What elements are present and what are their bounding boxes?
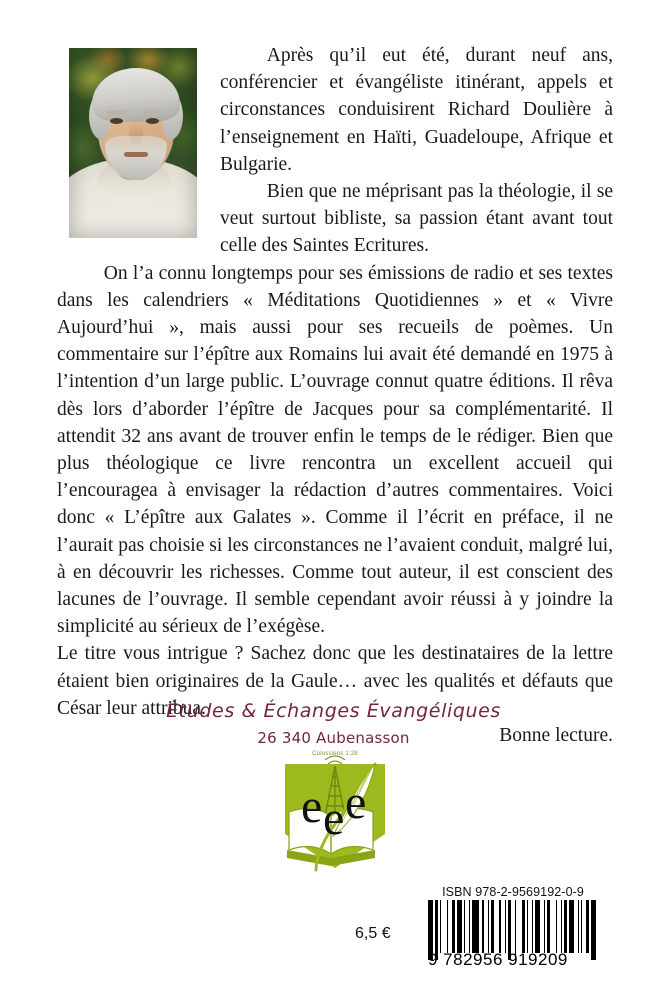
blurb-paragraph-4: Le titre vous intrigue ? Sachez donc que les destinataires de la lettre étaient bien originaires de la Gaule… avec les qualités et défauts que César leur attribua. (57, 643, 613, 719)
logo-letter-e-2: e (323, 792, 345, 845)
blurb-paragraph-2: Bien que ne méprisant pas la théologie, il se veut surtout bibliste, sa passion étant avant tout celle des Saintes Ecritures. (220, 181, 613, 257)
logo-verse-reference: Colossiens 1:28 (312, 751, 358, 757)
triple-e-shield-icon (271, 750, 399, 872)
ean13-barcode (428, 900, 598, 972)
publisher-address: 26 340 Aubenasson (257, 728, 410, 747)
price-label: 6,5 € (355, 925, 391, 942)
publisher-name: Études & Échanges Évangéliques (166, 700, 501, 722)
blurb-paragraph-1: Après qu’il eut été, durant neuf ans, conférencier et évangéliste itinérant, appels et circonstances conduisirent Richard Doulière à l’enseignement en Haïti, Guadeloupe, Afrique et Bulgarie. (220, 45, 613, 175)
photo-text-wrap-spacer (57, 42, 220, 247)
blurb-signoff: Bonne lecture. (499, 725, 613, 747)
publisher-logo (271, 750, 399, 872)
barcode-bars (428, 900, 598, 953)
barcode-digits: 9 782956 919209 (428, 950, 568, 969)
blurb-paragraph-3: On l’a connu longtemps pour ses émissions de radio et ses textes dans les calendriers « Méditations Quotidiennes » et « Vivre Aujourd’hui », mais aussi pour ses recueils de poèmes. Un commentaire sur l’épître aux Romains lui avait été demandé en 1975 à l’intention d’un large public. L’ouvrage connut quatre éditions. Il rêva dès lors d’aborder l’épître de Jacques pour sa complémentarité. Il attendit 32 ans avant de trouver enfin le temps de le rédiger. Bien que plus théologique ce livre rencontra un excellent accueil qui l’encouragea à envisager la rédaction d’autres commentaires. Voici donc « L’épître aux Galates ». Comme il l’écrit en préface, il ne l’aurait pas choisie si les circonstances ne l’avaient conduit, malgré lui, à en découvrir les richesses. Comme tout auteur, il est conscient des lacunes de l’ouvrage. Il semble cependant avoir réussi à y joindre la simplicité au sérieux de l’exégèse. (57, 262, 613, 638)
logo-letter-e-1: e (301, 780, 323, 833)
publisher-block (0, 700, 667, 747)
back-cover-blurb (57, 42, 613, 749)
logo-letter-e-3: e (345, 776, 367, 829)
isbn-label: ISBN 978-2-9569192-0-9 (442, 885, 584, 899)
